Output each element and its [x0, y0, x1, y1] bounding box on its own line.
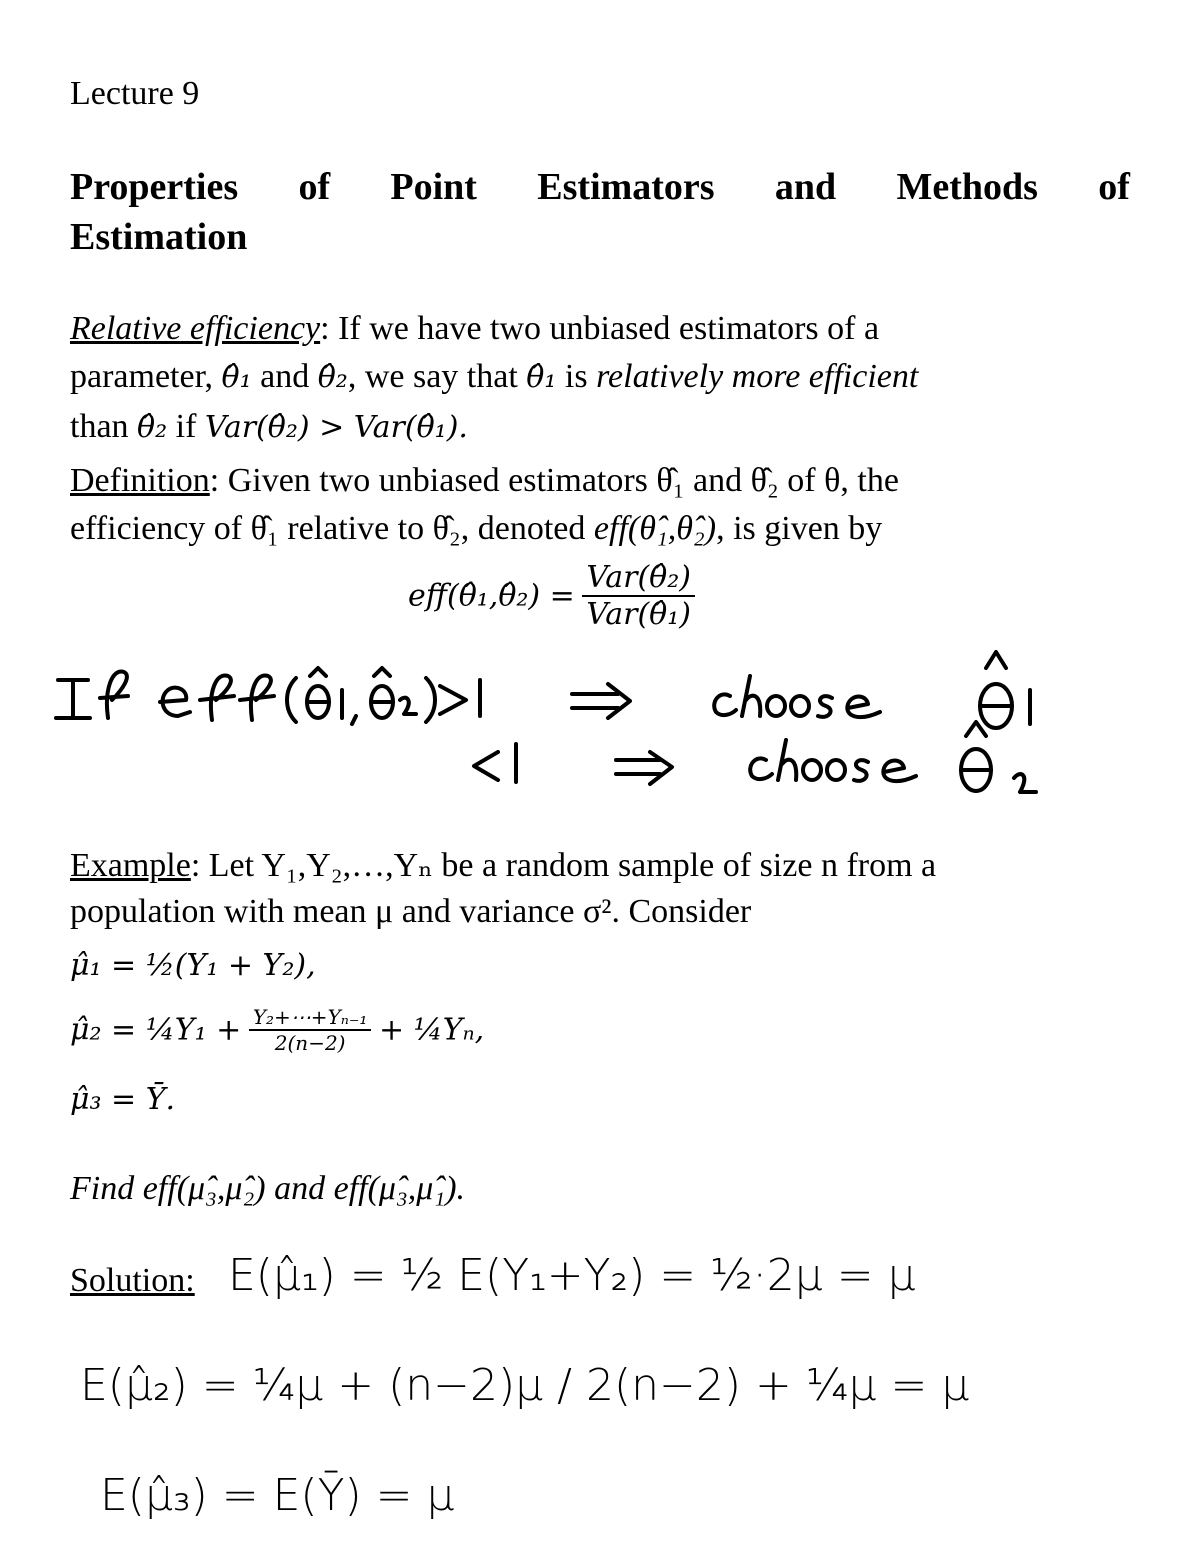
- page-title-line1: Properties of Point Estimators and Methods of: [70, 166, 1130, 208]
- estimator-mu3: μ̂₃ = Ȳ.: [70, 1082, 176, 1117]
- example-line2: population with mean μ and variance σ². Consider: [70, 893, 752, 930]
- lecture-number: Lecture 9: [70, 75, 200, 112]
- estimator-mu1: μ̂₁ = ½(Y₁ + Y₂),: [70, 948, 316, 983]
- solution-handwritten-line3: E(μ̂₃) = E(Ȳ) = μ: [100, 1470, 455, 1521]
- definition-line2: efficiency of θ̂₁ relative to θ̂₂, denoted eff(θ̂₁,θ̂₂), is given by: [70, 510, 883, 547]
- solution-label: Solution:: [70, 1262, 195, 1299]
- example-line1: Example: Let Y₁,Y₂,…,Yₙ be a random sample of size n from a: [70, 847, 937, 884]
- estimator-mu2: μ̂₂ = ¼Y₁ + $\frac{\text{Y₂+⋯+Yₙ₋₁}}{2(n-2)}$ + ¼Yₙ,: [70, 1005, 485, 1055]
- definition-line1: Definition: Given two unbiased estimators θ̂₁ and θ̂₂ of θ, the: [70, 462, 899, 499]
- page-title-line2: Estimation: [70, 216, 248, 258]
- relative-efficiency-line1: Relative efficiency: If we have two unbiased estimators of a: [70, 310, 880, 347]
- find-task: Find eff(μ̂₃,μ̂₂) and eff(μ̂₃,μ̂₁).: [70, 1170, 466, 1207]
- solution-handwritten-line1: E(μ̂₁) = ½ E(Y₁+Y₂) = ½·2μ = μ: [228, 1250, 916, 1301]
- solution-handwritten-line2: E(μ̂₂) = ¼μ + (n−2)μ / 2(n−2) + ¼μ = μ: [80, 1360, 970, 1411]
- relative-efficiency-line3: than θ̂₂ if Var(θ̂₂) > Var(θ̂₁).: [70, 408, 468, 445]
- efficiency-formula: eff(θ̂₁,θ̂₂) = $\frac{\text{Var(θ̂₂)}}{\text{Var(θ̂₁)}}$: [408, 560, 695, 632]
- relative-efficiency-line2: parameter, θ̂₁ and θ̂₂, we say that θ̂₁ is relatively more efficient: [70, 358, 919, 395]
